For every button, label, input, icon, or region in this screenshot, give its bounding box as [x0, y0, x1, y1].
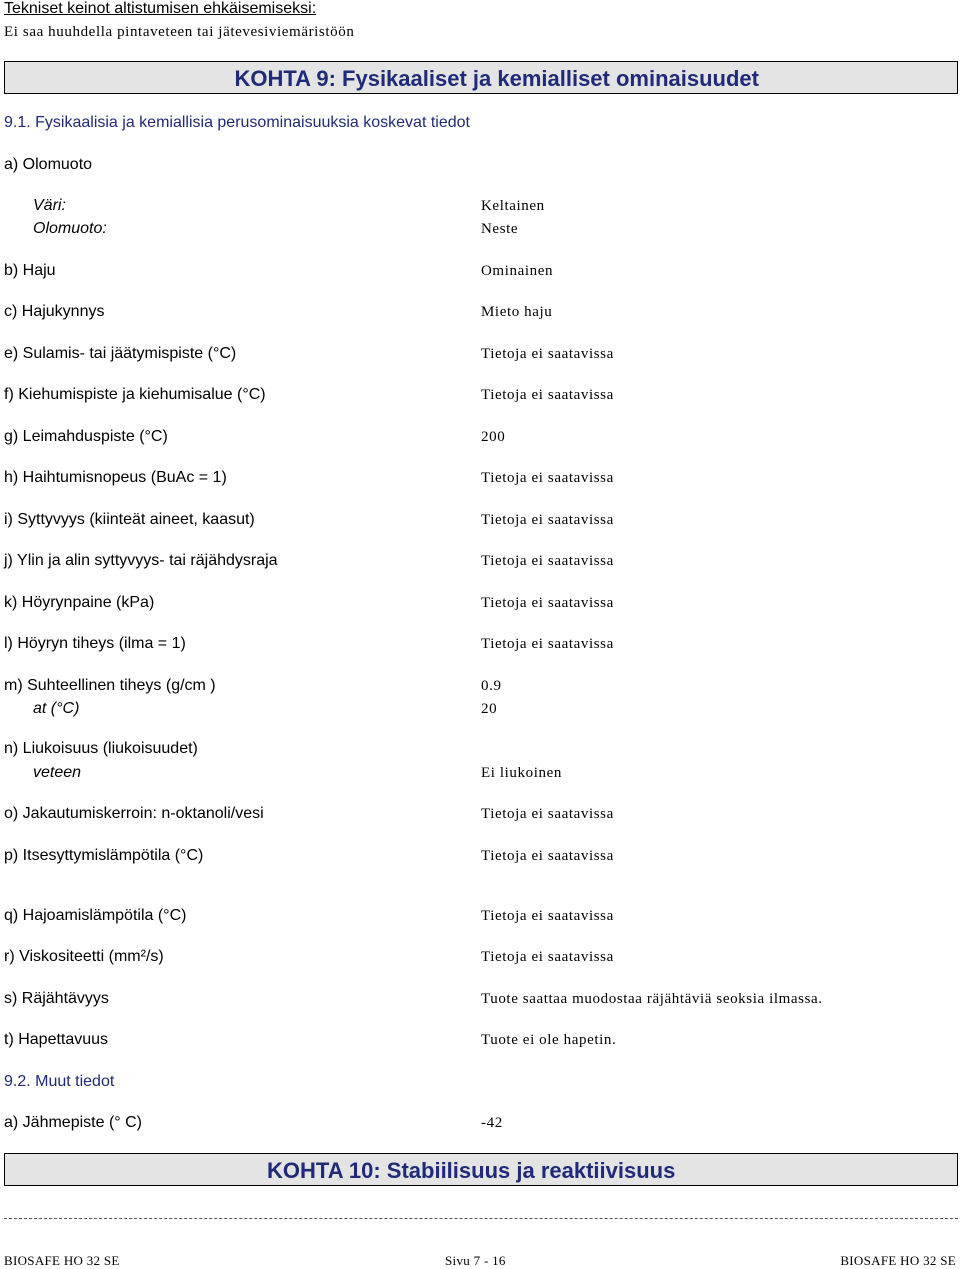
value-m-suhteellinen-tiheys: 0.9: [481, 678, 502, 694]
value-r-viskositeetti: Tietoja ei saatavissa: [481, 949, 614, 965]
value-j-rajahdysraja: Tietoja ei saatavissa: [481, 553, 614, 569]
footer-divider: [4, 1218, 958, 1219]
value-k-hoyrynpaine: Tietoja ei saatavissa: [481, 595, 614, 611]
label-g-leimahduspiste: g) Leimahduspiste (°C): [4, 428, 168, 445]
value-e-sulamispiste: Tietoja ei saatavissa: [481, 346, 614, 362]
label-a-olomuoto: a) Olomuoto: [4, 156, 93, 173]
value-f-kiehumispiste: Tietoja ei saatavissa: [481, 387, 614, 403]
label-b-haju: b) Haju: [4, 262, 56, 279]
section-10-title: KOHTA 10: Stabiilisuus ja reaktiivisuus: [267, 1158, 676, 1183]
header-line-1: Tekniset keinot altistumisen ehkäisemiseksi:: [4, 0, 317, 17]
value-s-rajahtavyys: Tuote saattaa muodostaa räjähtäviä seoksia ilmassa.: [481, 991, 823, 1007]
label-i-syttyvyys: i) Syttyvyys (kiinteät aineet, kaasut): [4, 511, 255, 528]
value-olomuoto: Neste: [481, 221, 519, 237]
label-o-jakautumiskerroin: o) Jakautumiskerroin: n-oktanoli/vesi: [4, 805, 264, 822]
label-p-itsesyttymislampotila: p) Itsesyttymislämpötila (°C): [4, 847, 204, 864]
label-vari: Väri:: [33, 197, 66, 214]
label-f-kiehumispiste: f) Kiehumispiste ja kiehumisalue (°C): [4, 386, 266, 403]
value-o-jakautumiskerroin: Tietoja ei saatavissa: [481, 806, 614, 822]
section-9-band: [4, 61, 958, 94]
label-s-rajahtavyys: s) Räjähtävyys: [4, 990, 109, 1007]
subsection-9-1: 9.1. Fysikaalisia ja kemiallisia perusominaisuuksia koskevat tiedot: [4, 114, 470, 131]
label-h-haihtumisnopeus: h) Haihtumisnopeus (BuAc = 1): [4, 469, 227, 486]
section-9-title: KOHTA 9: Fysikaaliset ja kemialliset ominaisuudet: [234, 66, 759, 91]
label-r-viskositeetti: r) Viskositeetti (mm²/s): [4, 948, 164, 965]
value-t-hapettavuus: Tuote ei ole hapetin.: [481, 1032, 617, 1048]
footer-right: BIOSAFE HO 32 SE: [840, 1253, 956, 1268]
label-c-hajukynnys: c) Hajukynnys: [4, 303, 105, 320]
value-at-temperature: 20: [481, 701, 498, 717]
label-l-hoyryn-tiheys: l) Höyryn tiheys (ilma = 1): [4, 635, 186, 652]
value-q-hajoamislampotila: Tietoja ei saatavissa: [481, 908, 614, 924]
value-g-leimahduspiste: 200: [481, 429, 506, 445]
subsection-9-2: 9.2. Muut tiedot: [4, 1073, 115, 1090]
value-l-hoyryn-tiheys: Tietoja ei saatavissa: [481, 636, 614, 652]
label-at-temperature: at (°C): [33, 700, 80, 717]
label-jahmepiste: a) Jähmepiste (° C): [4, 1114, 142, 1131]
label-q-hajoamislampotila: q) Hajoamislämpötila (°C): [4, 907, 187, 924]
value-i-syttyvyys: Tietoja ei saatavissa: [481, 512, 614, 528]
label-olomuoto: Olomuoto:: [33, 220, 107, 237]
header-line-2: Ei saa huuhdella pintaveteen tai jätevesiviemäristöön: [4, 24, 355, 40]
label-t-hapettavuus: t) Hapettavuus: [4, 1031, 109, 1048]
label-e-sulamispiste: e) Sulamis- tai jäätymispiste (°C): [4, 345, 237, 362]
section-10-band: [4, 1153, 958, 1186]
value-veteen: Ei liukoinen: [481, 765, 562, 781]
footer-left: BIOSAFE HO 32 SE: [4, 1253, 120, 1268]
label-n-liukoisuus: n) Liukoisuus (liukoisuudet): [4, 740, 198, 757]
label-j-rajahdysraja: j) Ylin ja alin syttyvyys- tai räjähdysraja: [4, 552, 278, 569]
value-p-itsesyttymislampotila: Tietoja ei saatavissa: [481, 848, 614, 864]
value-c-hajukynnys: Mieto haju: [481, 304, 553, 320]
footer-page-number: Sivu 7 - 16: [445, 1253, 506, 1268]
value-h-haihtumisnopeus: Tietoja ei saatavissa: [481, 470, 614, 486]
label-veteen: veteen: [33, 764, 82, 781]
value-jahmepiste: -42: [481, 1115, 503, 1131]
label-m-suhteellinen-tiheys: m) Suhteellinen tiheys (g/cm ): [4, 677, 216, 694]
label-k-hoyrynpaine: k) Höyrynpaine (kPa): [4, 594, 155, 611]
value-b-haju: Ominainen: [481, 263, 554, 279]
value-vari: Keltainen: [481, 198, 545, 214]
